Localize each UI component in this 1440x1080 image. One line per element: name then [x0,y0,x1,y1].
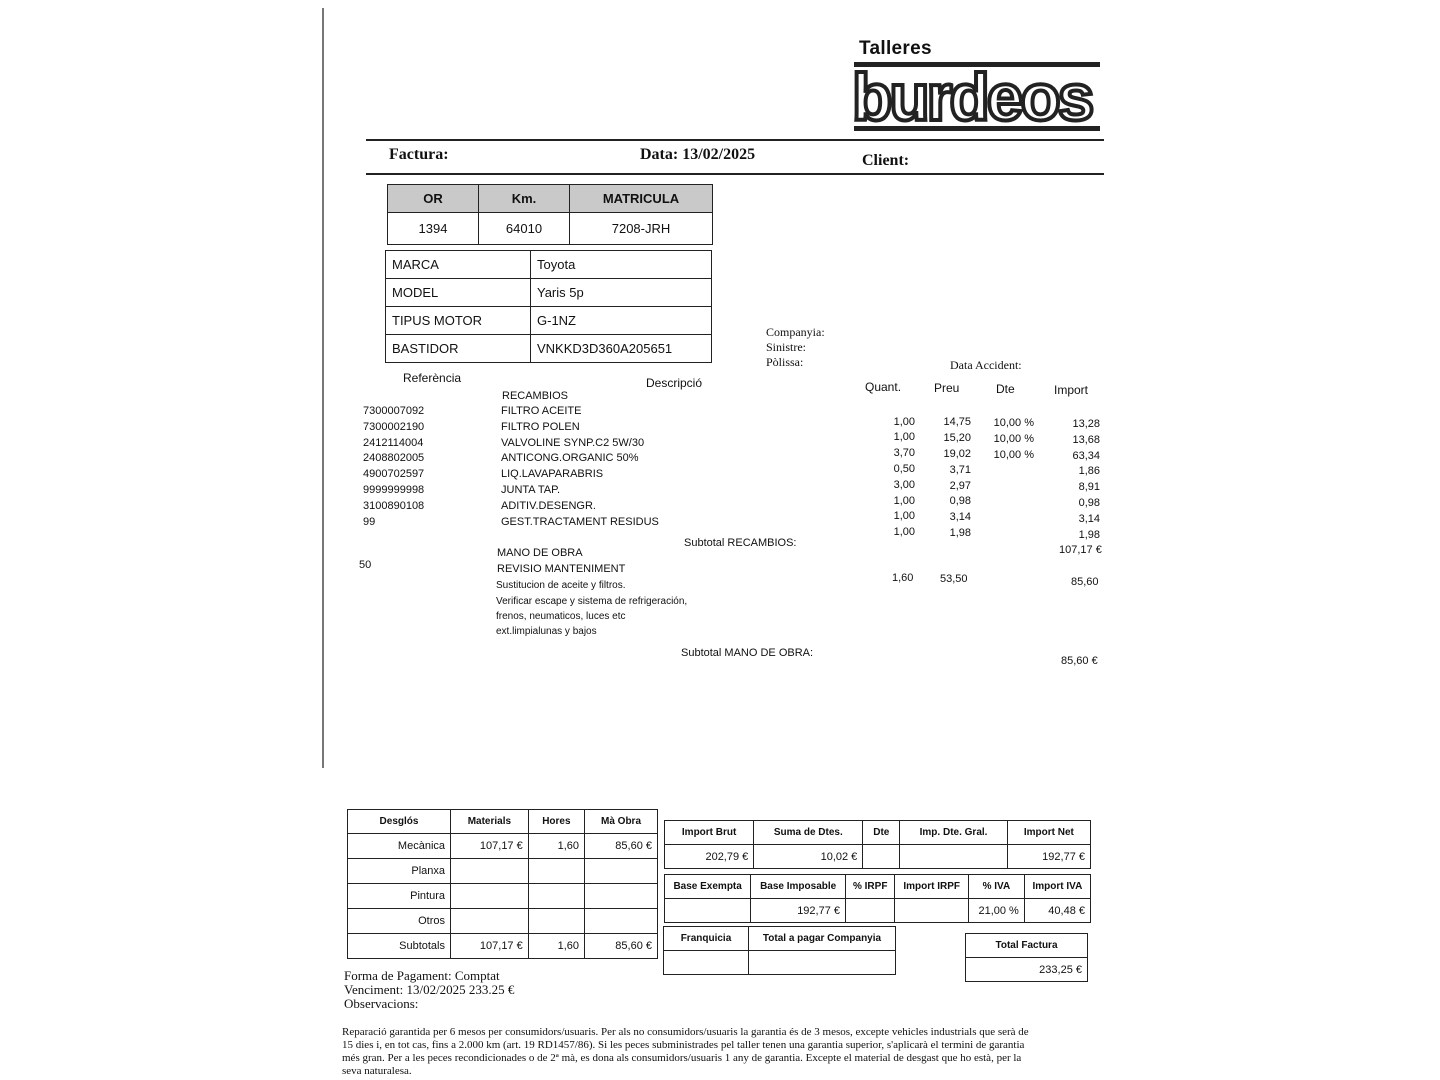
franquicia-value [664,951,749,975]
header-rule-bottom [366,173,1104,175]
imp-dte-gral-value [900,845,1007,869]
desglos-row [348,909,658,934]
materials-header: Materials [451,810,529,834]
row-import: 63,34 [1072,449,1100,462]
venciment: Venciment: 13/02/2025 233.25 € [344,982,515,997]
mano-obra-line: frenos, neumaticos, luces etc [496,611,626,622]
mano-obra-import: 85,60 [1071,576,1099,588]
row-ref: 4900702597 [363,468,425,481]
subtotal-mano-value: 85,60 € [1061,655,1098,667]
burdeos-logo [846,56,1106,141]
hores-cell [528,859,584,884]
total-factura-value: 233,25 € [966,958,1088,982]
desglos-label: Mecànica [348,834,451,859]
materials-cell: 107,17 € [451,934,529,959]
total-companyia-value [749,951,896,975]
col-descripcio: Descripció [646,376,703,390]
irpf-pct-value [846,899,895,923]
row-desc: LIQ.LAVAPARABRIS [501,468,604,481]
client-label: Client: [862,152,910,169]
row-preu: 2,97 [949,479,971,492]
row-preu: 3,14 [949,511,971,524]
import-brut-header: Import Brut [665,821,754,845]
model-value: Yaris 5p [531,279,712,307]
iva-pct-header: % IVA [968,875,1024,899]
brand-talleres: Talleres [859,38,932,59]
bastidor-label: BASTIDOR [386,335,531,363]
hores-cell [528,884,584,909]
row-ref: 3100890108 [363,499,425,512]
row-ref: 7300007092 [363,405,425,417]
materials-cell: 107,17 € [451,834,529,859]
ma-obra-cell [585,859,658,884]
import-irpf-value [895,899,969,923]
desglos-header: Desglós [348,810,451,834]
km-header: Km. [479,185,570,213]
forma-pagament: Forma de Pagament: Comptat [344,968,500,983]
matricula-value: 7208-JRH [570,213,713,245]
data-accident-label: Data Accident: [950,358,1022,372]
row-preu: 3,71 [949,463,971,476]
mano-obra-desc: REVISIO MANTENIMENT [497,563,626,575]
row-quant: 1,00 [893,431,915,444]
import-net-value: 192,77 € [1007,845,1090,869]
base-exempta-header: Base Exempta [665,875,751,899]
motor-value: G-1NZ [531,307,712,335]
col-dte: Dte [996,382,1015,396]
header-rule-top [366,139,1104,141]
row-quant: 1,00 [893,494,915,507]
row-import: 0,98 [1078,497,1100,509]
row-desc: ANTICONG.ORGANIC 50% [501,452,639,465]
row-quant: 0,50 [893,463,915,475]
subtotal-mano-label: Subtotal MANO DE OBRA: [681,647,814,659]
dte-header: Dte [863,821,900,845]
subtotal-recambios-label: Subtotal RECAMBIOS: [684,537,797,549]
row-quant: 1,00 [893,510,915,523]
row-import: 13,28 [1072,418,1100,430]
row-quant: 1,00 [893,415,915,428]
import-iva-header: Import IVA [1024,875,1090,899]
irpf-pct-header: % IRPF [846,875,895,899]
base-imposable-value: 192,77 € [751,899,846,923]
totals-tax-table [664,874,1091,923]
dte-value [863,845,900,869]
row-quant: 3,70 [893,447,915,460]
marca-label: MARCA [386,251,531,279]
row-import: 13,68 [1072,433,1100,446]
total-companyia-header: Total a pagar Companyia [749,927,896,951]
mano-obra-preu: 53,50 [940,573,968,585]
row-desc: GEST.TRACTAMENT RESIDUS [501,515,659,528]
row-desc: FILTRO ACEITE [501,405,582,417]
vehicle-id-table [387,184,713,245]
mano-obra-ref: 50 [359,559,372,571]
row-import: 8,91 [1078,481,1100,494]
totals-net-table [664,820,1091,869]
franquicia-table [663,926,896,975]
ma-obra-header: Mà Obra [585,810,658,834]
iva-pct-value: 21,00 % [968,899,1024,923]
desglos-label: Otros [348,909,451,934]
or-value: 1394 [388,213,479,245]
materials-cell [451,909,529,934]
row-desc: VALVOLINE SYNP.C2 5W/30 [501,436,645,449]
desglos-row [348,884,658,909]
col-referencia: Referència [403,371,462,385]
ma-obra-cell [585,884,658,909]
desglos-row [348,934,658,959]
row-import: 1,98 [1078,528,1100,541]
hores-cell: 1,60 [528,934,584,959]
ma-obra-cell: 85,60 € [585,834,658,859]
companyia-label: Companyia: [766,325,825,339]
row-import: 3,14 [1078,512,1100,525]
desglos-label: Planxa [348,859,451,884]
row-import: 1,86 [1078,465,1100,478]
row-quant: 3,00 [893,478,915,491]
col-quant: Quant. [865,380,902,394]
logo-text: burdeos [852,60,1092,134]
vehicle-detail-table [385,250,712,363]
matricula-header: MATRICULA [570,185,713,213]
import-brut-value: 202,79 € [665,845,754,869]
motor-label: TIPUS MOTOR [386,307,531,335]
row-ref: 2408802005 [363,452,425,465]
hores-cell [528,909,584,934]
import-iva-value: 40,48 € [1024,899,1090,923]
desglos-label: Subtotals [348,934,451,959]
franquicia-header: Franquicia [664,927,749,951]
mano-obra-title: MANO DE OBRA [497,547,583,559]
hores-cell: 1,60 [528,834,584,859]
mano-obra-line: Verificar escape y sistema de refrigeración, [496,596,688,607]
row-ref: 7300002190 [363,420,425,433]
desglos-table [347,809,658,959]
km-value: 64010 [479,213,570,245]
total-factura-table [965,933,1088,982]
mano-obra-quant: 1,60 [892,572,914,584]
col-import: Import [1054,383,1089,397]
row-ref: 99 [363,515,376,528]
subtotal-recambios-value: 107,17 € [1059,544,1102,556]
sinistre-label: Sinistre: [766,340,807,354]
mano-obra-line: ext.limpialunas y bajos [496,626,597,637]
ma-obra-cell: 85,60 € [585,934,658,959]
recambios-title: RECAMBIOS [502,390,569,402]
import-irpf-header: Import IRPF [895,875,969,899]
row-ref: 9999999998 [363,484,425,496]
observacions: Observacions: [344,996,419,1011]
row-preu: 19,02 [943,448,971,460]
row-dte: 10,00 % [993,417,1034,430]
or-header: OR [388,185,479,213]
row-preu: 1,98 [949,527,971,539]
base-exempta-value [665,899,751,923]
row-preu: 15,20 [943,432,971,445]
polissa-label: Pòlissa: [766,355,804,369]
suma-dtes-value: 10,02 € [754,845,863,869]
base-imposable-header: Base Imposable [751,875,846,899]
desglos-row [348,834,658,859]
suma-dtes-header: Suma de Dtes. [754,821,863,845]
materials-cell [451,884,529,909]
desglos-row [348,859,658,884]
mano-obra-line: Sustitucion de aceite y filtros. [496,580,626,591]
row-dte: 10,00 % [993,448,1034,461]
row-desc: JUNTA TAP. [501,484,561,496]
import-net-header: Import Net [1007,821,1090,845]
total-factura-label: Total Factura [966,934,1088,958]
row-desc: FILTRO POLEN [501,420,580,433]
row-ref: 2412114004 [363,436,424,449]
row-dte: 10,00 % [993,433,1034,445]
imp-dte-gral-header: Imp. Dte. Gral. [900,821,1007,845]
legal-warranty-text: Reparació garantida per 6 mesos per consumidors/usuaris. Per als no consumidors/usuaris la garantia és de 3 mesos, excepte vehicles industrials que serà de 15 dies i, en tot cas, fins a 2.000 km (art. 19 RD1457/86). Si les peces subministrades pel taller tenen una garantia superior, s'aplicarà el termini de garantia més gran. Per a les peces recondicionades o de 2ª mà, es dona als consumidors/usuaris 1 any de garantia. Excepte el material de desgast que ho està, per la seva naturalesa. [342,1026,1029,1077]
ma-obra-cell [585,909,658,934]
row-quant: 1,00 [893,526,915,539]
row-preu: 0,98 [949,495,971,508]
scan-edge [322,8,324,768]
materials-cell [451,859,529,884]
invoice-date: Data: 13/02/2025 [640,146,756,163]
model-label: MODEL [386,279,531,307]
col-preu: Preu [934,381,960,395]
row-preu: 14,75 [943,416,971,429]
factura-label: Factura: [389,146,449,163]
hores-header: Hores [528,810,584,834]
marca-value: Toyota [531,251,712,279]
bastidor-value: VNKKD3D360A205651 [531,335,712,363]
desglos-label: Pintura [348,884,451,909]
row-desc: ADITIV.DESENGR. [501,499,596,512]
